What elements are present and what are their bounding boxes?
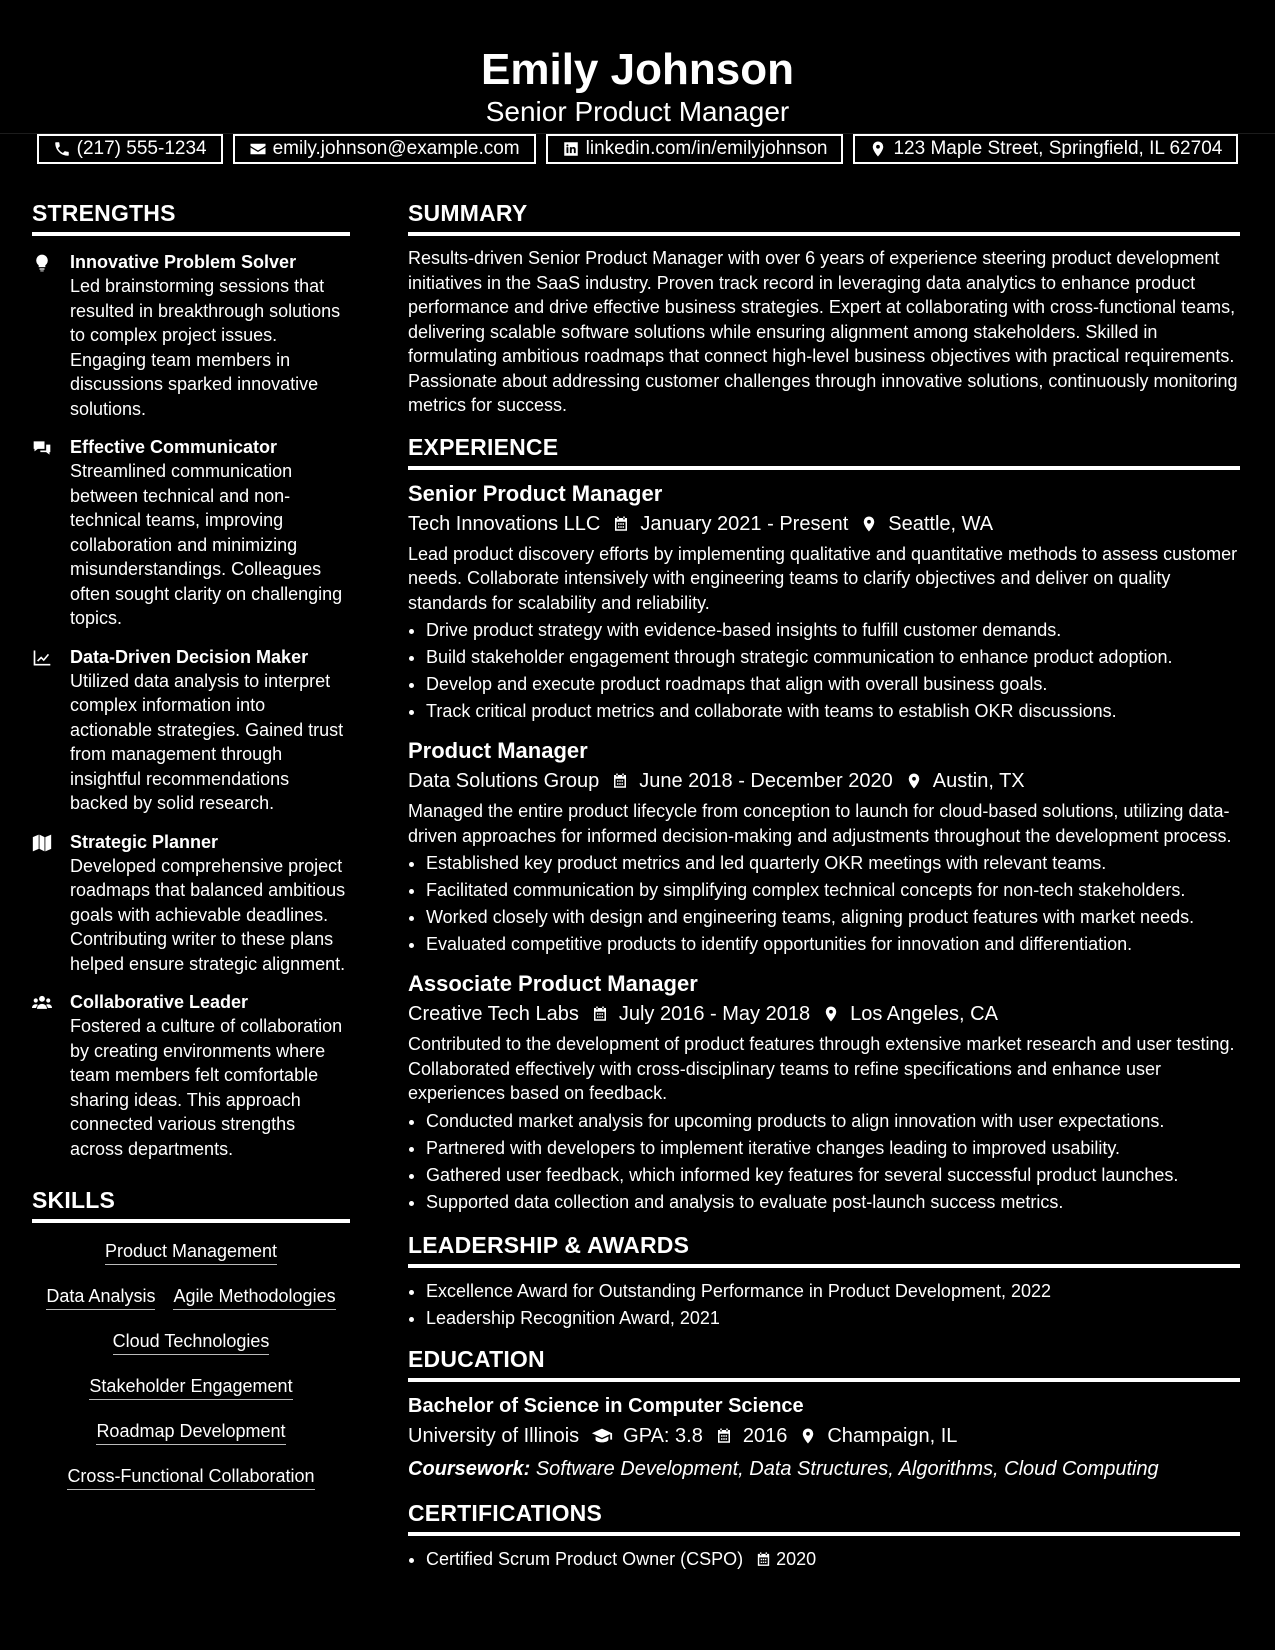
summary-text: Results-driven Senior Product Manager with over 6 years of experience steering product development initiatives in the SaaS industry. Proven track record in leveraging data analytics to enhance product performance and drive effective business strategies. Expert at collaborating with cross-functional teams, delivering scalable software solutions while ensuring alignment among stakeholders. Skilled in formulating ambitious roadmaps that connect high-level business objectives with practical requirements. Passionate about addressing customer challenges through innovative solutions, continuously monitoring metrics for success. (408, 248, 1238, 415)
job-meta (408, 998, 1240, 1030)
map-pin-icon (799, 1427, 817, 1445)
job-desc: Lead product discovery efforts by implementing qualitative and quantitative methods to assess customer needs. Collaborate intensively with engineering teams to clarify objectives and deliver on quality standards for scalability and reliability. (408, 543, 1238, 613)
strength-title: Innovative Problem Solver (70, 252, 297, 272)
experience-heading: EXPERIENCE (408, 430, 1240, 470)
strength-item (32, 990, 350, 1161)
graduation-cap-icon (591, 1425, 613, 1447)
certifications-list (408, 1546, 1240, 1573)
job-dates: July 2016 - May 2018 (618, 1003, 811, 1025)
linkedin-icon (562, 140, 580, 158)
job-bullet: • Build stakeholder engagement through strategic communication to enhance product adoption. (426, 644, 1240, 671)
contact-linkedin-text: linkedin.com/in/emilyjohnson (585, 138, 828, 159)
skill-tag: Roadmap Development (96, 1419, 285, 1445)
skill-tag: Cross-Functional Collaboration (67, 1464, 314, 1490)
education-heading: EDUCATION (408, 1342, 1240, 1382)
chart-line-icon (32, 648, 52, 668)
strength-title: Strategic Planner (70, 831, 219, 852)
job-desc: Managed the entire product lifecycle from conception to launch for cloud-based solutions, utilizing data-driven approaches for informed decision-making and adjustments throughout the development process. (408, 801, 1232, 846)
job-bullet: • Established key product metrics and led quarterly OKR meetings with relevant teams. (426, 850, 1240, 877)
skill-tag: Cloud Technologies (113, 1329, 270, 1355)
job-bullet: • Drive product strategy with evidence-based insights to fulfill customer demands. (426, 617, 1240, 644)
gpa: GPA: 3.8 (623, 1424, 703, 1447)
envelope-icon (249, 140, 267, 158)
right-column (408, 196, 1240, 1573)
certification-name: • Certified Scrum Product Owner (CSPO) (426, 1548, 744, 1569)
phone-icon (53, 140, 71, 158)
candidate-name: Emily Johnson (481, 45, 794, 94)
job-entry (408, 970, 1240, 1216)
map-pin-icon (869, 140, 887, 158)
job-bullet: • Develop and execute product roadmaps that align with overall business goals. (426, 671, 1240, 698)
job-bullets (408, 850, 1240, 958)
skill-tag: Stakeholder Engagement (89, 1374, 292, 1400)
job-meta (408, 508, 1240, 540)
awards-heading: LEADERSHIP & AWARDS (408, 1228, 1240, 1268)
job-company: Creative Tech Labs (408, 1003, 579, 1025)
job-entry (408, 737, 1240, 958)
certification-year: 2020 (776, 1548, 817, 1569)
coursework-label: Coursework: (408, 1457, 531, 1480)
job-location: Austin, TX (932, 770, 1025, 792)
map-icon (32, 833, 52, 853)
skills-heading: SKILLS (32, 1183, 350, 1223)
job-company: Data Solutions Group (408, 770, 600, 792)
contact-email[interactable] (233, 134, 536, 164)
resume-header (0, 0, 1275, 159)
calendar-icon (591, 1005, 609, 1023)
strength-title: Effective Communicator (70, 437, 278, 457)
strength-item (32, 250, 350, 421)
calendar-icon (612, 515, 630, 533)
lightbulb-icon (32, 253, 52, 273)
certification-item (426, 1546, 1240, 1573)
job-desc: Contributed to the development of product features through extensive market research and user testing. Collaborated effectively with cross-disciplinary teams to refine specifications and enhance user experiences based on feedback. (408, 1034, 1235, 1103)
strength-title: Data-Driven Decision Maker (70, 646, 309, 667)
education-meta (408, 1420, 1240, 1452)
map-pin-icon (905, 772, 923, 790)
job-location: Los Angeles, CA (850, 1003, 998, 1025)
contact-linkedin[interactable] (546, 134, 844, 164)
job-dates: June 2018 - December 2020 (639, 770, 893, 792)
contact-address (853, 134, 1238, 164)
contact-address-text: 123 Maple Street, Springfield, IL 62704 (893, 138, 1223, 159)
contact-email-text: emily.johnson@example.com (272, 138, 520, 159)
job-bullets (408, 1108, 1240, 1216)
strength-desc: Streamlined communication between technical and non-technical teams, improving collaboration and minimizing misunderstandings. Colleagues often sought clarity on challenging topics. (70, 461, 343, 628)
map-pin-icon (860, 515, 878, 533)
summary-heading: SUMMARY (408, 196, 1240, 236)
job-bullet: • Conducted market analysis for upcoming products to align innovation with user expectations. (426, 1108, 1240, 1135)
skill-tag: Data Analysis (46, 1284, 155, 1310)
skill-tag: Agile Methodologies (173, 1284, 335, 1310)
strength-title: Collaborative Leader (70, 992, 249, 1012)
strength-desc: Fostered a culture of collaboration by creating environments where team members felt comfortable sharing ideas. This approach connected various strengths across departments. (70, 1016, 343, 1159)
job-title: Senior Product Manager (408, 480, 663, 506)
strength-item (32, 830, 350, 977)
graduation-year: 2016 (742, 1424, 788, 1447)
skills-list (32, 1233, 350, 1490)
skill-tag: Product Management (105, 1239, 277, 1265)
contact-phone[interactable] (37, 134, 223, 164)
degree-title: Bachelor of Science in Computer Science (408, 1394, 804, 1417)
map-pin-icon (822, 1005, 840, 1023)
coursework (408, 1454, 1240, 1484)
candidate-title: Senior Product Manager (485, 96, 790, 127)
school-location: Champaign, IL (827, 1424, 958, 1447)
awards-list (408, 1278, 1240, 1332)
strength-item (32, 435, 350, 631)
job-bullet: • Supported data collection and analysis to evaluate post-launch success metrics. (426, 1189, 1240, 1216)
job-bullets (408, 617, 1240, 725)
coursework-list: Software Development, Data Structures, Algorithms, Cloud Computing (535, 1457, 1159, 1480)
job-meta (408, 765, 1240, 797)
calendar-icon (611, 772, 629, 790)
job-dates: January 2021 - Present (640, 512, 849, 535)
job-entry (408, 480, 1240, 726)
calendar-icon (755, 1551, 772, 1568)
calendar-icon (715, 1427, 733, 1445)
comments-icon (32, 438, 52, 458)
job-bullet: • Gathered user feedback, which informed key features for several successful product launches. (426, 1162, 1240, 1189)
award-item: • Leadership Recognition Award, 2021 (426, 1305, 1240, 1332)
strengths-heading: STRENGTHS (32, 196, 350, 236)
job-bullet: • Facilitated communication by simplifying complex technical concepts for non-tech stakeholders. (426, 877, 1240, 904)
contact-bar (0, 134, 1275, 164)
job-title: Product Manager (408, 738, 588, 763)
job-bullet: • Worked closely with design and engineering teams, aligning product features with market needs. (426, 904, 1240, 931)
job-location: Seattle, WA (888, 512, 994, 535)
job-bullet: • Partnered with developers to implement iterative changes leading to improved usability. (426, 1135, 1240, 1162)
left-column (32, 196, 350, 1490)
job-bullet: • Evaluated competitive products to identify opportunities for innovation and differentiation. (426, 931, 1240, 958)
strength-desc: Led brainstorming sessions that resulted in breakthrough solutions to complex project issues. Engaging team members in discussions sparked innovative solutions. (70, 276, 341, 419)
users-icon (32, 993, 52, 1013)
job-bullet: • Track critical product metrics and collaborate with teams to establish OKR discussions. (426, 698, 1240, 725)
award-item: • Excellence Award for Outstanding Performance in Product Development, 2022 (426, 1278, 1240, 1305)
contact-phone-text: (217) 555-1234 (76, 138, 207, 159)
strength-item (32, 645, 350, 816)
strength-desc: Developed comprehensive project roadmaps that balanced ambitious goals with achievable deadlines. Contributing writer to these plans helped ensure strategic alignment. (70, 855, 346, 974)
certifications-heading: CERTIFICATIONS (408, 1496, 1240, 1536)
job-company: Tech Innovations LLC (408, 512, 601, 535)
school-name: University of Illinois (408, 1424, 580, 1447)
strength-desc: Utilized data analysis to interpret complex information into actionable strategies. Gained trust from management through insightful recommendations backed by solid research. (70, 670, 344, 813)
job-title: Associate Product Manager (408, 971, 698, 996)
